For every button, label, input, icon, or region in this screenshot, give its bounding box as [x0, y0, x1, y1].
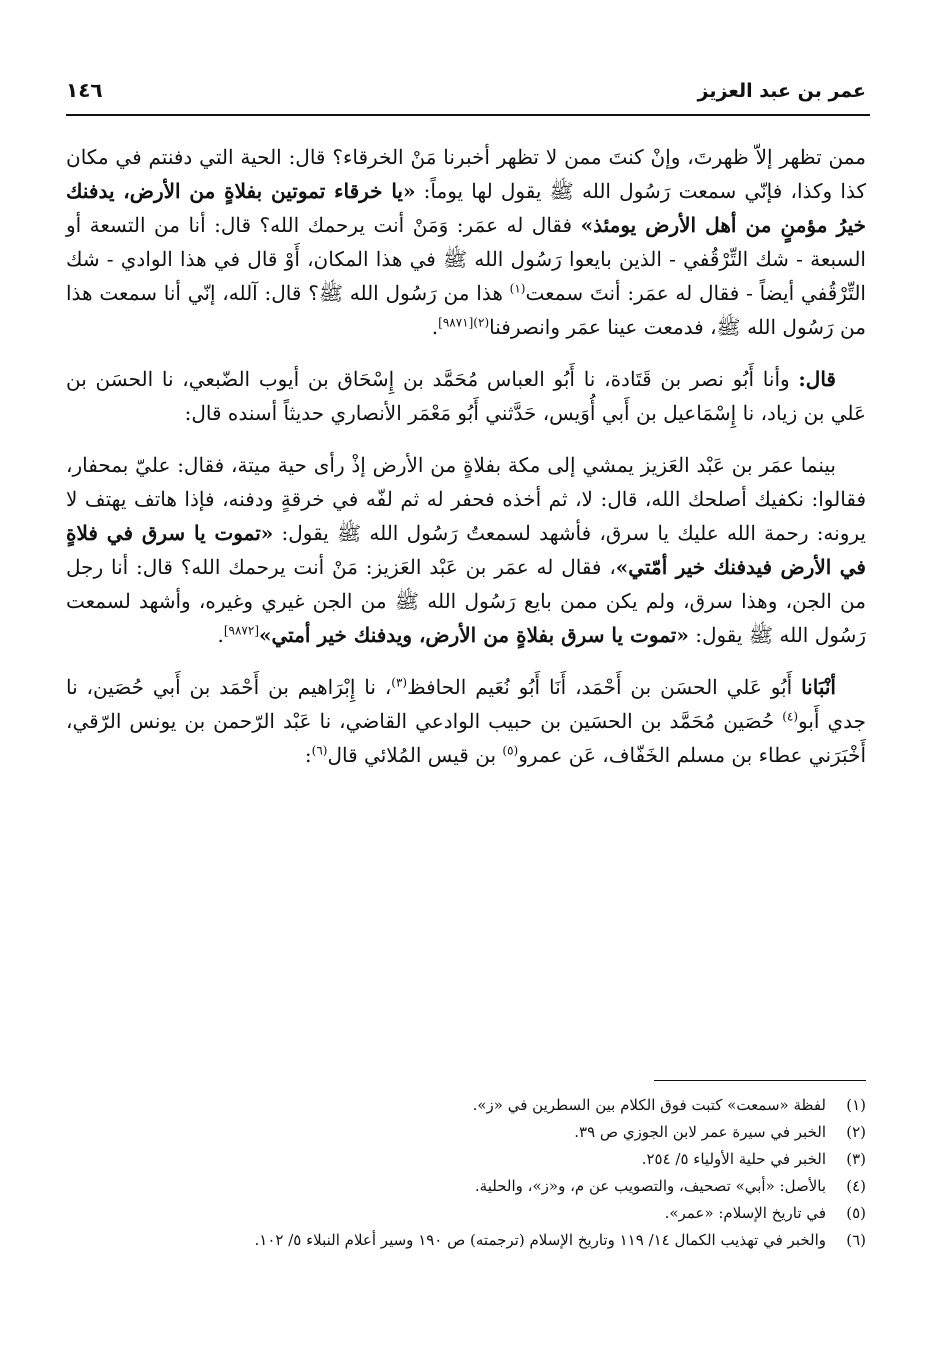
footnote-text: الخبر في حلية الأولياء ٥/ ٢٥٤. — [641, 1150, 826, 1168]
footnote-number: (٦) — [846, 1231, 866, 1249]
footnote-ref[interactable]: (٣) — [391, 675, 408, 690]
text-run: بن قيس المُلائي قال — [327, 743, 503, 767]
footnote-number: (٤) — [846, 1177, 866, 1195]
bold-lead: قال: — [798, 367, 836, 391]
footnote — [66, 1173, 866, 1200]
page-header — [66, 70, 866, 110]
footnote-text: لفظة «سمعت» كتبت فوق الكلام بين السطرين في «ز». — [472, 1096, 826, 1114]
text-run: . — [217, 623, 224, 647]
footnotes — [66, 1092, 866, 1254]
footnote-text: بالأصل: «أبي» تصحيف، والتصويب عن م، و«ز»، والحلية. — [474, 1177, 826, 1195]
bold-quote: «تموت يا سرق في فلاةٍ في الأرض فيدفنك خير أمّتي» — [66, 521, 866, 579]
footnote — [66, 1092, 866, 1119]
bold-quote: «تموت يا سرق بفلاةٍ من الأرض، ويدفنك خير أمتي» — [259, 623, 689, 647]
footnote-ref[interactable]: [٩٨٧٢] — [223, 623, 259, 638]
footnote-rule — [654, 1080, 866, 1081]
paragraph-4 — [66, 670, 866, 772]
text-run: أَبُو عَلي الحسَن بن أَحْمَد، أَنَا أَبُو نُعَيم الحافظ — [407, 675, 802, 699]
text-run: : — [304, 743, 312, 767]
footnote-ref[interactable]: (٥) — [502, 743, 519, 758]
running-title: عمر بن عبد العزيز — [697, 80, 866, 102]
header-rule — [66, 114, 870, 116]
bold-lead: أنْبَانا — [801, 675, 836, 699]
paragraph-3 — [66, 448, 866, 652]
text-run: هذا من رَسُول الله ﷺ؟ قال: آلله، إنّي أنا سمعت هذا من رَسُول الله ﷺ، فدمعت عينا عمَر وانصرفنا — [66, 281, 866, 339]
footnote — [66, 1227, 866, 1254]
footnote-text: الخبر في سيرة عمر لابن الجوزي ص ٣٩. — [574, 1123, 826, 1141]
text-run: ، نا إِبْرَاهيم بن أَحْمَد بن أَبي حُصَين، نا جدي أَبو — [66, 675, 867, 733]
text-run: . — [431, 315, 439, 339]
footnote-number: (٢) — [846, 1123, 866, 1141]
paragraph-2 — [66, 362, 866, 430]
footnote-ref[interactable]: (٦) — [311, 743, 328, 758]
text-run: ممن تظهر إلاّ ظهرتَ، وإنْ كنتَ ممن لا تظهر أخبرنا مَنْ الخرقاء؟ قال: الحية التي دفنتم في مكان كذا وكذا، فإنّي سمعت رَسُول الله ﷺ يقول لها يوماً: — [66, 145, 866, 203]
text-run: ، فقال له عمَر بن عَبْد العَزيز: مَنْ أنت يرحمك الله؟ قال: أنا رجل من الجن، وهذا سرق، ولم يكن ممن بايع رَسُول الله ﷺ من الجن غيري وغيره، وأشهد لسمعت رَسُول الله ﷺ يقول: — [66, 555, 866, 647]
text-run: فقال له عمَر: وَمَنْ أنت يرحمك الله؟ قال: أنا من التسعة أو السبعة - شك التِّرْقُفي - الذين بايعوا رَسُول الله ﷺ في هذا المكان، أَوْ قال في هذا الوادي - شك التِّرْقُفي أيضاً - فقال له عمَر: أنتَ سمعت — [66, 213, 866, 305]
footnote — [66, 1119, 866, 1146]
page-number: ١٤٦ — [66, 78, 103, 102]
footnote-ref[interactable]: (٢)[٩٨٧١] — [438, 315, 490, 330]
main-text — [66, 140, 866, 790]
footnote-text: في تاريخ الإسلام: «عمر». — [664, 1204, 826, 1222]
bold-quote: «يا خرقاء تموتين بفلاةٍ من الأرض، يدفنك خيرُ مؤمنٍ من أهل الأرض يومئذ» — [66, 179, 867, 237]
footnote — [66, 1200, 866, 1227]
footnote-text: والخبر في تهذيب الكمال ١٤/ ١١٩ وتاريخ الإسلام (ترجمته) ص ١٩٠ وسير أعلام النبلاء ٥/ ١٠٢. — [254, 1231, 826, 1249]
text-run: حُصَين مُحَمَّد بن الحسَين بن حبيب الوادعي القاضي، نا عَبْد الرّحمن بن يونس الرّقي، أَخْبَرَني عطاء بن مسلم الخَفّاف، عَن عمرو — [66, 709, 866, 767]
footnote — [66, 1146, 866, 1173]
footnote-number: (١) — [846, 1096, 866, 1114]
footnote-ref[interactable]: (١) — [509, 281, 526, 296]
text-run: وأنا أَبُو نصر بن قَتَادة، نا أَبُو العباس مُحَمَّد بن إِسْحَاق بن أيوب الضّبعي، نا الحسَن بن عَلي بن زياد، نا إِسْمَاعيل بن أَبي أُوَيس، حَدَّثني أَبُو مَعْمَر الأنصاري حديثاً أسنده قال: — [66, 367, 866, 425]
footnote-number: (٥) — [846, 1204, 866, 1222]
footnote-number: (٣) — [846, 1150, 866, 1168]
text-run: بينما عمَر بن عَبْد العَزيز يمشي إلى مكة بفلاةٍ من الأرض إذْ رأى حية ميتة، فقال: عليّ بمحفار، فقالوا: نكفيك أصلحك الله، قال: لا، ثم أخذه فحفر له ثم لفّه في خرقةٍ ودفنه، فإذا هاتف يهتف لا يرونه: رحمة الله عليك يا سرق، فأشهد لسمعتُ رَسُول الله ﷺ يقول: — [66, 453, 866, 545]
paragraph-1 — [66, 140, 866, 344]
footnote-ref[interactable]: (٤) — [782, 709, 799, 724]
